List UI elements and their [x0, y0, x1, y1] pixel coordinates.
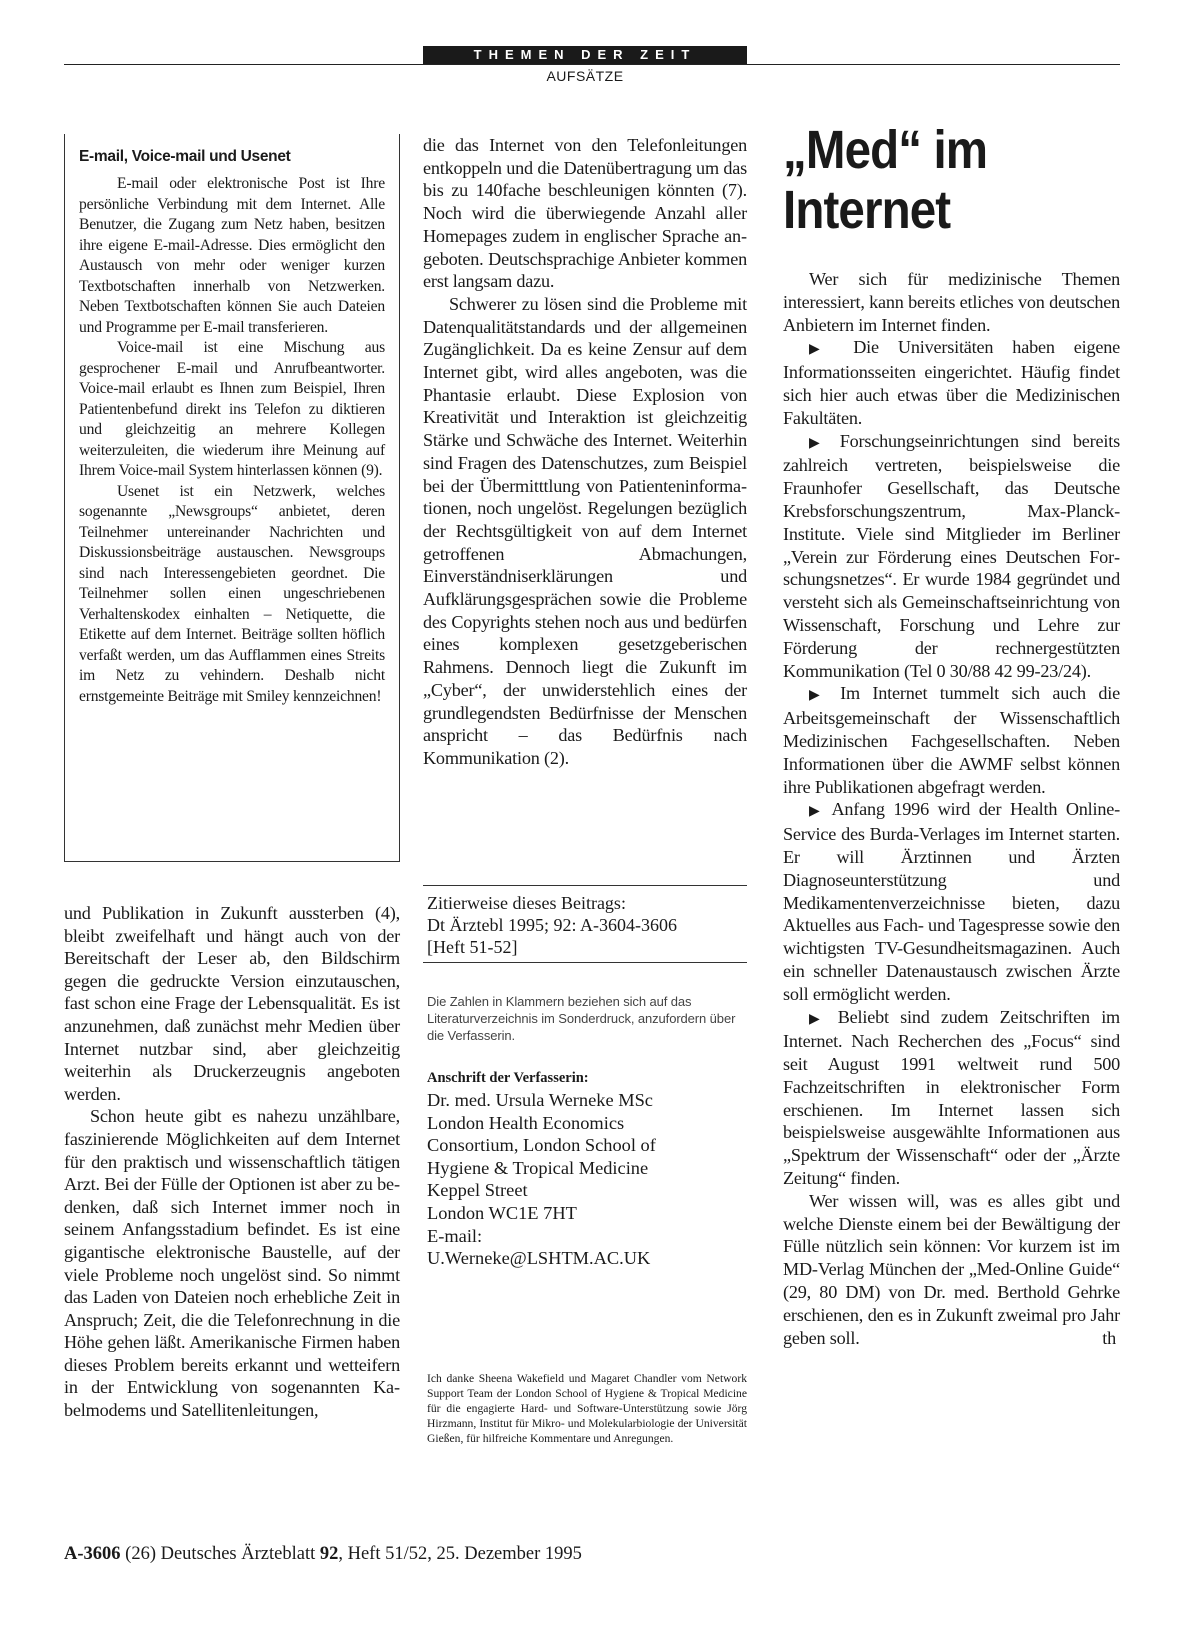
subsection-label: AUFSÄTZE — [546, 68, 624, 84]
bullet-item — [783, 430, 1120, 683]
citation-rule-bottom — [423, 962, 747, 963]
bullet-text: Die Universitäten haben eigene Informationsseiten eingerichtet. Häufig findet sich hier auch etwas über die Medizinischen Fakultäten. — [783, 337, 1120, 428]
headline-line: Internet — [783, 180, 951, 240]
info-box-body — [79, 174, 385, 707]
bullet-arrow-icon: ▶ — [809, 434, 828, 451]
bullet-text: Forschungseinrichtungen sind bereits zahlreich vertreten, beispielsweise die Fraunhofer Gesellschaft, das Deutsche Krebsforschungszentrum, Max-Planck-Institute. Viele sind Mitglieder im Berliner „Verein zur Förderung eines Deutschen Forschungsnetzes“. Er wurde 1984 gegründet und versteht sich als Gemeinschaftseinrichtung von Wissenschaft, Forschung und Lehre zur Förderung der rechnergestützten Kommunikation (Tel 0 30/88 42 99-23/24). — [783, 430, 1120, 681]
address-label: Anschrift der Verfasserin: — [427, 1070, 589, 1086]
citation-rule-top — [423, 885, 747, 886]
page-number: A-3606 — [64, 1544, 121, 1564]
address-line: London WC1E 7HT — [427, 1202, 577, 1223]
bullet-arrow-icon: ▶ — [809, 803, 824, 820]
body-paragraph: Schwerer zu lösen sind die Probleme mit Datenqualitätstandards und der allgemeinen Zugänglichkeit. Da es keine Zensur auf dem Internet gibt, wird alles angeboten, was die Phantasie erlaubt. Diese Explosion von Kreativität und Interaktion ist gleichzeitig Stärke und Schwäche des Internet. Weiterhin sind Fragen des Datenschutzes, zum Beispiel bei der Übermitttlung von Patienteninformationen, noch ungelöst. Regelungen bezüglich der Rechtsgültigkeit von auf dem Internet getroffenen Abmachungen, Einverständniserklärungen und Aufklärungsgesprächen sowie die Probleme des Copyrights stehen noch aus und bedürfen eines komplexen gesetzgeberischen Rahmens. Dennoch liegt die Zukunft im „Cyber“, der unwiderstehlich eines der grundlegendsten Bedürfnisse der Menschen anspricht – das Bedürfnis nach Kommunikation (2). — [423, 293, 747, 768]
bullet-item — [783, 336, 1120, 429]
bullet-arrow-icon: ▶ — [809, 1010, 827, 1027]
address-line: London Health Economics — [427, 1112, 625, 1133]
bullet-item — [783, 682, 1120, 798]
intro-paragraph: Wer sich für medizinische Themen interessiert, kann bereits etliches von deutschen Anbietern im Internet finden. — [783, 269, 1120, 335]
article-column-3 — [783, 268, 1120, 1349]
email-address: U.Werneke@LSHTM.AC.UK — [427, 1248, 651, 1269]
address-line: Consortium, London School of — [427, 1135, 656, 1156]
article-column-2 — [423, 134, 747, 770]
info-box — [64, 134, 400, 862]
headline-line: „Med“ im — [783, 120, 988, 180]
bullet-text: Anfang 1996 wird der Health Online-Service des Burda-Verlages im Internet starten. Er will Ärztinnen und Ärzten Diagnoseunterstützung und Medikamentenverzeichnisse bieten, dazu Aktuelles aus Fach- und Tagespresse sowie den wichtigsten TV-Gesundheitsmagazinen. Auch ein schneller Datenaustausch zwischen Ärzte soll ermöglicht werden. — [783, 799, 1120, 1004]
footer-source: (26) Deutsches Ärzteblatt — [125, 1544, 316, 1564]
box-headline — [783, 120, 1080, 240]
references-note: Die Zahlen in Klammern beziehen sich auf das Literaturverzeichnis im Sonderdruck, anzufordern über die Verfasserin. — [427, 994, 736, 1043]
citation-issue: [Heft 51-52] — [427, 937, 518, 957]
citation-label: Zitierweise dieses Beitrags: — [427, 893, 626, 913]
citation-block — [427, 892, 747, 958]
address-line: Keppel Street — [427, 1180, 528, 1201]
box-paragraph-usenet: Usenet ist ein Netzwerk, welches sogenannte „Newsgroups“ anbietet, deren Teilnehmer untereinander Nachrichten und Diskussionsbeiträge austauschen. Newsgroups sind nach Interessengebieten geordnet. Die Teilnehmer sollen einen ungeschriebenen Verhaltenskodex einhalten – Netiquette, die Etikette auf dem Internet. Beiträge sollten höflich verfaßt werden, um das Aufflammen eines Streits im Netz zu vehindern. Deshalb nicht ernstgemeinte Beiträge mit Smiley kennzeichnen! — [79, 482, 385, 705]
address-line: Dr. med. Ursula Werneke MSc — [427, 1090, 653, 1110]
footer-volume: 92 — [319, 1544, 339, 1564]
bullet-text: Im Internet tummelt sich auch die Arbeitsgemeinschaft der Wissenschaftlich Medizinischen Fachgesellschaften. Neben Informationen über die AWMF selbst können ihre Publikationen abgefragt werden. — [783, 683, 1120, 797]
body-paragraph: Schon heute gibt es nahezu unzählbare, faszinierende Möglichkeiten auf dem Internet für den praktisch und wissenschaftlich tätigen Arzt. Bei der Fülle der Optionen ist aber zu bedenken, daß sich Internet immer noch in seinem Anfangsstadium befindet. Es ist eine gigantische elektronische Baustelle, auf der viele Probleme noch ungelöst sind. So nimmt das Laden von Dateien noch erhebliche Zeit in Anspruch; Zeit, die die Telefonrechnung in die Höhe gehen läßt. Amerikanische Firmen haben dieses Problem bereits erkannt und wetteifern in der Entwicklung von sogenannten Kabelmodems und Satellitenleitungen, — [64, 1106, 400, 1421]
acknowledgement: Ich danke Sheena Wakefield und Magaret Chandler vom Network Support Team der London School of Hygiene & Tropical Medicine für die engagierte Hard- und Software-Unterstützung sowie Jörg Hirzmann, Institut für Mikro- und Molekularbiologie der Universität Gießen, für hilfreiche Kommentare und Anregungen. — [427, 1372, 747, 1445]
author-signoff: th — [1102, 1327, 1116, 1348]
info-box-title: E-mail, Voice-mail und Usenet — [79, 148, 291, 165]
author-address — [427, 1089, 747, 1270]
address-line: Hygiene & Tropical Medicine — [427, 1157, 649, 1178]
box-paragraph-email: E-mail oder elektronische Post ist Ihre persönliche Verbindung mit dem Internet. Alle Benutzer, die Zugang zum Netz haben, besitzen ihre eigene E-mail-Adresse. Dies ermöglicht den Austausch von mehr oder weniger kurzen Textbotschaften innerhalb von Netzwerken. Neben Textbotschaften können Sie auch Dateien und Programme per E-mail transferieren. — [79, 175, 385, 336]
address-line: E-mail: — [427, 1225, 483, 1246]
closing-text: Wer wissen will, was es alles gibt und welche Dienste einem bei der Bewältigung der Fülle nützlich sein können: Vor kurzem ist im MD-Verlag München der „Med-Online Guide“ (29, 80 DM) von Dr. med. Berthold Gehrke erschienen, den es in Zukunft zweimal pro Jahr geben soll. — [783, 1190, 1120, 1348]
bullet-item — [783, 1006, 1120, 1190]
bullet-arrow-icon: ▶ — [809, 687, 828, 704]
bullet-item — [783, 798, 1120, 1005]
page-footer — [64, 1544, 582, 1565]
section-label: THEMEN DER ZEIT — [423, 46, 747, 64]
article-column-1 — [64, 902, 400, 1422]
bullet-arrow-icon: ▶ — [809, 341, 835, 358]
bullet-text: Beliebt sind zudem Zeitschriften im Internet. Nach Recherchen des „Focus“ sind seit August 1991 weltweit rund 500 Fachzeitschriften in elektronischer Form erschienen. Im Internet lassen sich beispielsweise ausgewählte Informationen aus „Spektrum der Wissenschaft“ oder der „Ärzte Zeitung“ finden. — [783, 1006, 1120, 1189]
box-paragraph-voicemail: Voice-mail ist eine Mischung aus gesprochener E-mail und Anrufbeantworter. Voice-mail erlaubt es Ihnen zum Beispiel, Ihren Patientenbefund direkt ins Telefon zu diktieren und gleichzeitig an mehrere Kollegen weiterzuleiten, die wiederum ihre Meinung auf Ihrem Voice-mail System hinterlassen können (9). — [79, 339, 385, 479]
closing-paragraph — [783, 1190, 1120, 1350]
citation-reference: Dt Ärztebl 1995; 92: A-3604-3606 — [427, 915, 677, 935]
header-rule — [64, 64, 1120, 65]
body-paragraph: und Publikation in Zukunft aussterben (4), bleibt zweifelhaft und hängt auch von der Bereitschaft der Leser ab, den Bildschirm gegen die gedruckte Version einzutauschen, fast schon eine Frage der Lebensqualität. Es ist anzunehmen, daß zunächst mehr Medien über Internet nutzbar sind, aber gleichzeitig weiterhin als Druckerzeugnis angeboten werden. — [64, 903, 400, 1104]
body-paragraph: die das Internet von den Telefonleitungen entkoppeln und die Datenübertragung um das bis zu 140fache beschleunigen könnten (7). Noch wird die überwiegende Anzahl aller Homepages zudem in englischer Sprache angeboten. Deutschsprachige Anbieter kommen erst langsam dazu. — [423, 135, 747, 292]
footer-issue: , Heft 51/52, 25. Dezember 1995 — [338, 1544, 582, 1564]
